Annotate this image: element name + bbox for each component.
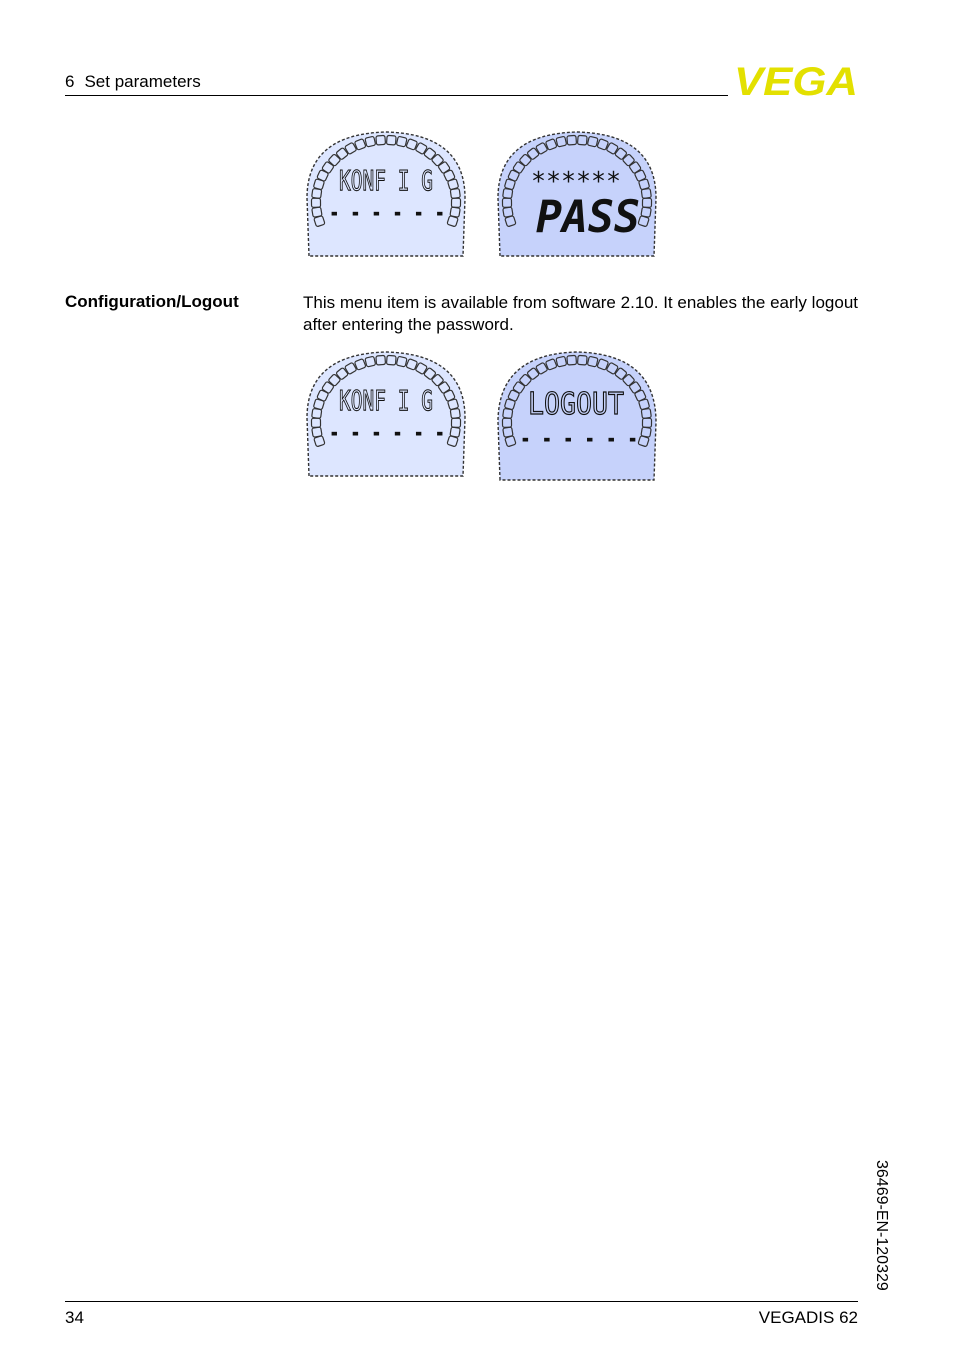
lcd-bottom-text: PASS (536, 192, 640, 243)
section-description: This menu item is available from software 2.10. It enables the early logout after entering the password. (303, 293, 858, 334)
lcd-bottom-text: - - - - - - (329, 418, 445, 448)
lcd-bottom-text: - - - - - - (520, 424, 638, 454)
document-id (860, 1160, 900, 1310)
lcd-display-pass (494, 128, 660, 260)
lcd-display-logout (494, 348, 660, 484)
chapter-title: Set parameters (84, 72, 201, 91)
lcd-bottom-text: - - - - - - (329, 198, 445, 228)
lcd-top-text: ****** (531, 167, 621, 197)
chapter-number: 6 (65, 72, 75, 91)
section-label: Configuration/Logout (65, 292, 239, 311)
product-name: VEGADIS 62 (758, 1308, 858, 1327)
lcd-top-text: KONF I G (339, 384, 433, 417)
lcd-top-text: LOGOUT (528, 387, 624, 422)
document-id-text: 36469-EN-120329 (873, 1160, 890, 1291)
footer-rule (65, 1301, 858, 1302)
lcd-display-konfig (303, 128, 469, 260)
vega-logo-text: VEGA (734, 60, 858, 104)
page-number: 34 (65, 1308, 84, 1327)
vega-logo (734, 60, 858, 104)
running-header (65, 72, 201, 92)
lcd-display-konfig-2 (303, 348, 469, 480)
lcd-top-text: KONF I G (339, 164, 433, 197)
header-rule (65, 95, 728, 96)
